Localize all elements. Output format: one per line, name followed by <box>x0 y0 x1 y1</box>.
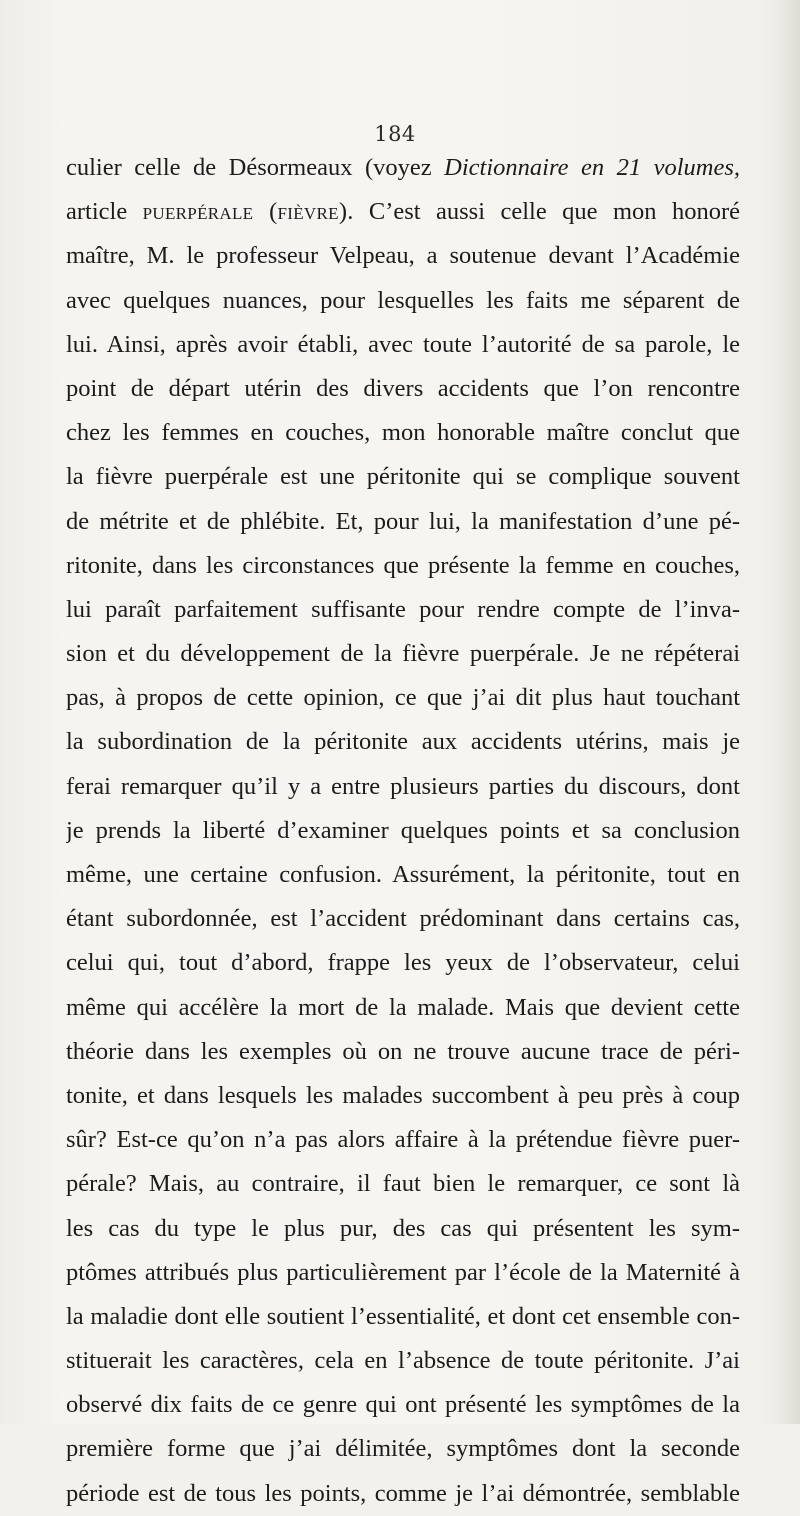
text-fragment: de métrite et de phlébite. Et, pour lui, la manifestation d’une pé- <box>66 507 740 535</box>
text-line <box>66 632 740 676</box>
text-fragment: étant subordonnée, est l’accident prédominant dans certains cas, <box>66 905 740 933</box>
text-line <box>66 146 740 190</box>
text-line <box>66 1118 740 1162</box>
text-fragment: sûr? Est-ce qu’on n’a pas alors affaire à la prétendue fièvre puer- <box>66 1126 740 1154</box>
text-fragment: culier celle de Désormeaux (voyez <box>66 154 445 181</box>
text-line <box>66 1251 740 1295</box>
text-fragment: pas, à propos de cette opinion, ce que j’ai dit plus haut touchant <box>66 684 740 712</box>
text-line <box>66 676 740 720</box>
text-line <box>66 1074 740 1118</box>
text-fragment: point de départ utérin des divers accidents que l’on rencontre <box>66 374 740 402</box>
text-line <box>66 279 740 323</box>
text-fragment: stituerait les caractères, cela en l’absence de toute péritonite. J’ai <box>66 1347 740 1375</box>
text-fragment: même qui accélère la mort de la malade. Mais que devient cette <box>66 993 740 1021</box>
text-fragment: celui qui, tout d’abord, frappe les yeux de l’observateur, celui <box>66 949 740 977</box>
text-fragment: ferai remarquer qu’il y a entre plusieurs parties du discours, dont <box>66 772 740 800</box>
page-number: 184 <box>374 122 416 146</box>
text-line <box>66 809 740 853</box>
text-line <box>66 544 740 588</box>
text-fragment: observé dix faits de ce genre qui ont présenté les symptômes de la <box>66 1391 740 1419</box>
text-fragment: article <box>66 198 143 226</box>
text-line <box>66 1030 740 1074</box>
text-fragment: les cas du type le plus pur, des cas qui présentent les sym- <box>66 1214 740 1242</box>
text-fragment: tonite, et dans lesquels les malades succombent à peu près à coup <box>66 1081 740 1109</box>
text-line <box>66 1207 740 1251</box>
text-fragment: . C’est aussi celle que mon honoré <box>347 198 740 226</box>
text-fragment: la subordination de la péritonite aux accidents utérins, mais je <box>66 728 740 756</box>
text-line <box>66 897 740 941</box>
text-line <box>66 500 740 544</box>
text-fragment: Dictionnaire en 21 volumes, <box>444 154 740 181</box>
text-fragment: chez les femmes en couches, mon honorable maître conclut que <box>66 419 740 447</box>
text-line <box>66 765 740 809</box>
text-line <box>66 367 740 411</box>
text-fragment: théorie dans les exemples où on ne trouve aucune trace de péri- <box>66 1037 740 1065</box>
text-fragment: avec quelques nuances, pour lesquelles les faits me séparent de <box>66 286 740 314</box>
text-fragment: ritonite, dans les circonstances que présente la femme en couches, <box>66 551 740 579</box>
text-line <box>66 1472 740 1516</box>
text-fragment: lui paraît parfaitement suffisante pour rendre compte de l’inva- <box>66 595 740 623</box>
text-line <box>66 986 740 1030</box>
text-fragment: la fièvre puerpérale est une péritonite qui se complique souvent <box>66 463 740 491</box>
text-line <box>66 853 740 897</box>
text-line <box>66 234 740 278</box>
text-line <box>66 588 740 632</box>
text-line <box>66 411 740 455</box>
text-fragment: je prends la liberté d’examiner quelques points et sa conclusion <box>66 816 740 844</box>
text-line <box>66 1162 740 1206</box>
text-fragment: maître, M. le professeur Velpeau, a soutenue devant l’Académie <box>66 242 740 270</box>
text-fragment: première forme que j’ai délimitée, symptômes dont la seconde <box>66 1435 740 1463</box>
body-text <box>66 146 740 1516</box>
text-line <box>66 720 740 764</box>
text-line <box>66 455 740 499</box>
text-fragment: puerpérale (fièvre) <box>142 198 348 226</box>
text-line <box>66 1427 740 1471</box>
text-fragment: ptômes attribués plus particulièrement par l’école de la Maternité à <box>66 1258 740 1286</box>
text-fragment: même, une certaine confusion. Assurément, la péritonite, tout en <box>66 861 740 888</box>
text-fragment: lui. Ainsi, après avoir établi, avec toute l’autorité de sa parole, le <box>66 330 740 358</box>
text-fragment: période est de tous les points, comme je l’ai démontrée, semblable <box>66 1479 740 1507</box>
text-line <box>66 941 740 985</box>
text-line <box>66 1295 740 1339</box>
text-line <box>66 1383 740 1427</box>
text-line <box>66 190 740 234</box>
page-edge-shadow <box>778 0 800 1424</box>
text-line <box>66 1339 740 1383</box>
text-line <box>66 323 740 367</box>
text-fragment: sion et du développement de la fièvre puerpérale. Je ne répéterai <box>66 640 740 668</box>
text-fragment: la maladie dont elle soutient l’essentialité, et dont cet ensemble con- <box>66 1302 740 1330</box>
text-fragment: pérale? Mais, au contraire, il faut bien le remarquer, ce sont là <box>66 1170 740 1198</box>
